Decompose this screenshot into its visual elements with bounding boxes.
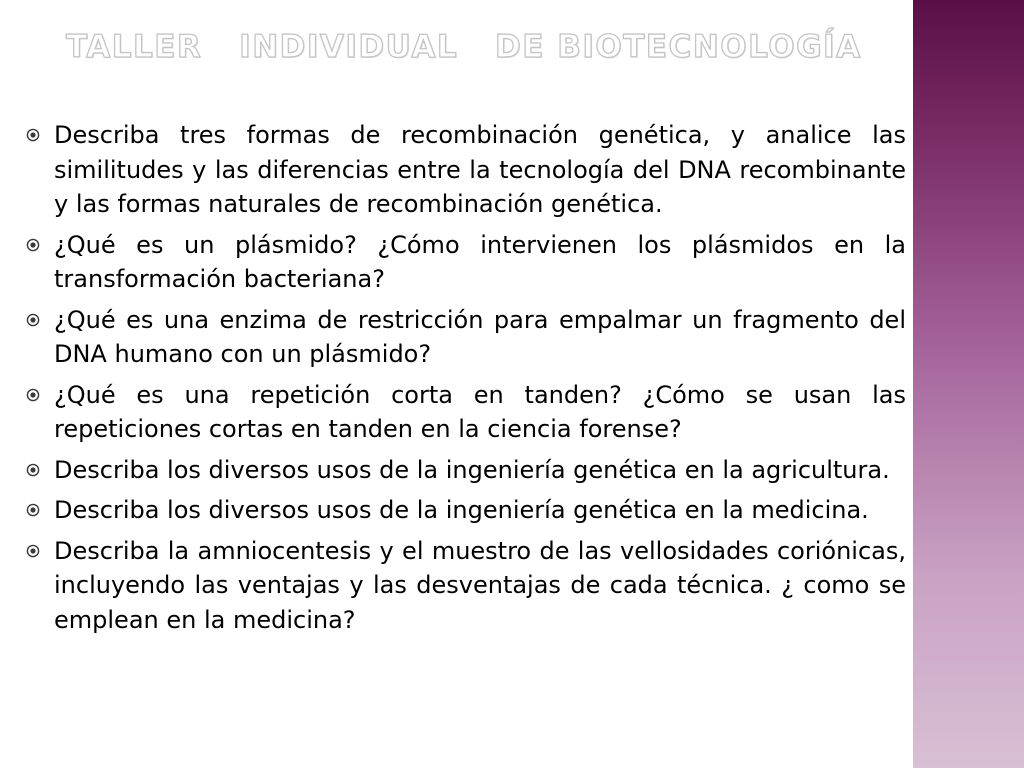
list-item: [24, 303, 906, 372]
circled-dot-icon: [26, 463, 40, 477]
circled-dot-icon: [26, 503, 40, 517]
list-item: [24, 453, 906, 488]
bullet-text: ¿Qué es una enzima de restricción para empalmar un fragmento del DNA humano con un plásmido?: [54, 305, 906, 368]
circled-dot-icon: [26, 388, 40, 402]
list-item: [24, 378, 906, 447]
bullet-text: Describa los diversos usos de la ingeniería genética en la agricultura.: [54, 455, 890, 484]
bullet-text: ¿Qué es un plásmido? ¿Cómo intervienen los plásmidos en la transformación bacteriana?: [54, 230, 906, 293]
bullet-text: Describa los diversos usos de la ingeniería genética en la medicina.: [54, 496, 869, 524]
slide-title: TALLER INDIVIDUAL DE BIOTECNOLOGÍA: [66, 29, 862, 65]
bullet-text: ¿Qué es una repetición corta en tanden? ¿Cómo se usan las repeticiones cortas en tanden en la ciencia forense?: [54, 380, 906, 443]
bullet-text: Describa tres formas de recombinación genética, y analice las similitudes y las diferencias entre la tecnología del DNA recombinante y las formas naturales de recombinación genética.: [54, 121, 906, 218]
circled-dot-icon: [26, 238, 40, 252]
circled-dot-icon: [26, 128, 40, 142]
circled-dot-icon: [26, 544, 40, 558]
list-item: [24, 118, 906, 222]
circled-dot-icon: [26, 313, 40, 327]
bullet-list: [24, 118, 906, 643]
list-item: [24, 534, 906, 638]
decorative-side-bar: [913, 0, 1024, 768]
list-item: [24, 493, 906, 528]
list-item: [24, 228, 906, 297]
bullet-text: Describa la amniocentesis y el muestro de las vellosidades coriónicas, incluyendo las ventajas y las desventajas de cada técnica. ¿ como se emplean en la medicina?: [54, 536, 906, 634]
